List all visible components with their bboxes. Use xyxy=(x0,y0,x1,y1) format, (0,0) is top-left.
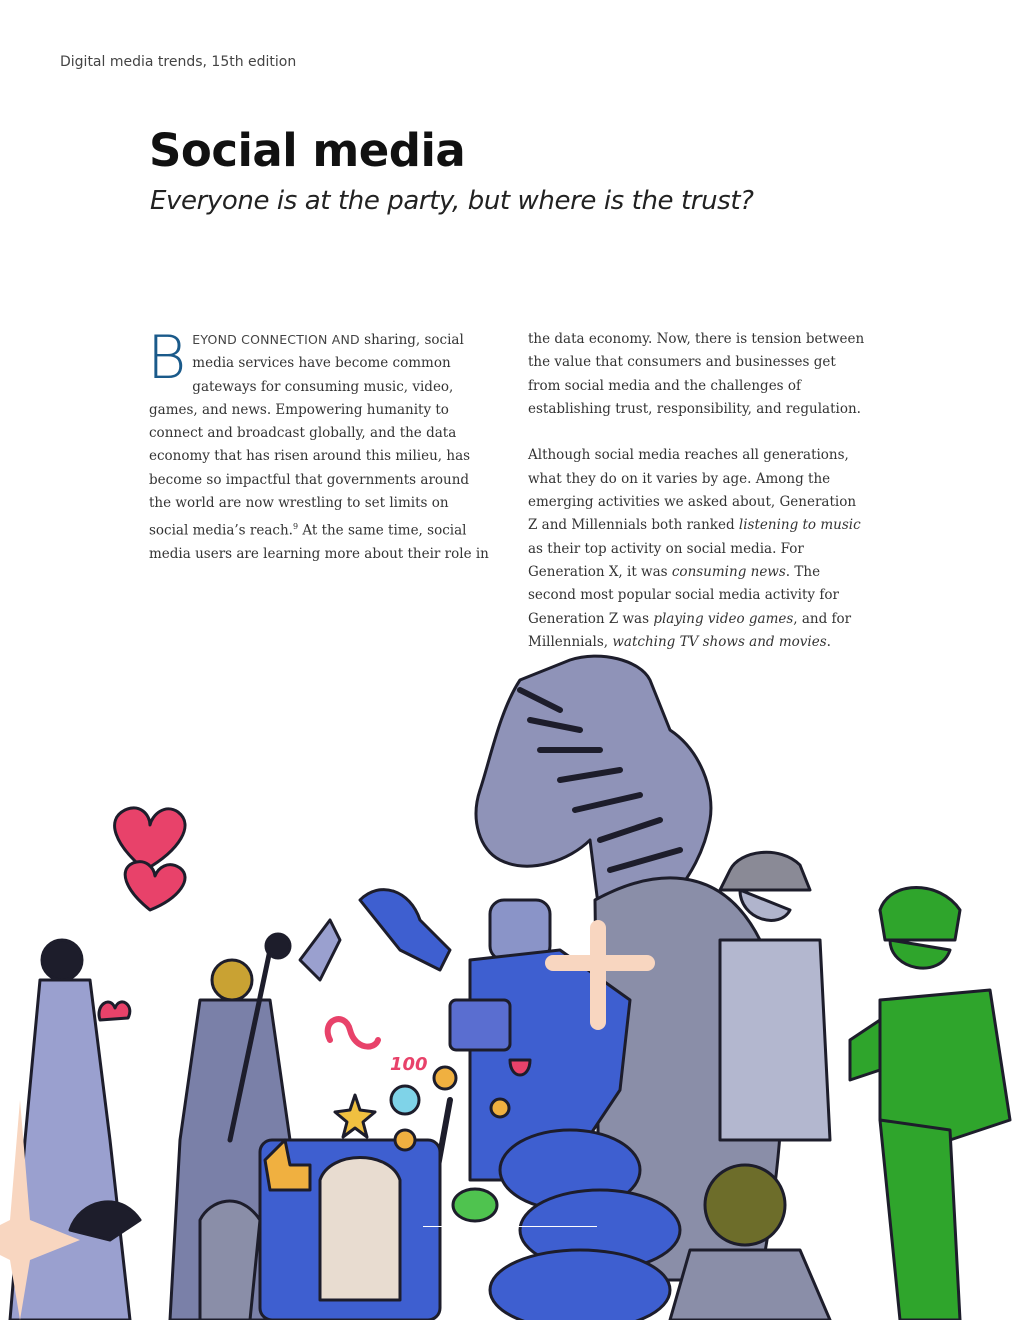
paragraph-1-text-b: At the same time, social media users are learning more about their role in xyxy=(149,522,489,563)
hat-man-figure xyxy=(720,852,830,1140)
hundred-emoji-label: 100 xyxy=(390,1054,428,1075)
emphasis-watching-tv: watching TV shows and movies xyxy=(612,633,827,650)
paragraph-1-text-a: sharing, social media services have become common gateways for consuming music, video, games, and news. Empowering humanity to connect and broadcast globally, and the data economy that has risen around this milieu, has become so impactful that governments around the world are now wrestling to set limits on social media’s reach. xyxy=(149,332,471,539)
party-illustration xyxy=(0,620,1020,1320)
page-title: Social media xyxy=(149,124,466,177)
paragraph-1 xyxy=(147,323,489,566)
paragraph-2-text-b: as their top activity on social media. For Generation X, it was xyxy=(528,540,804,580)
body-column-left xyxy=(147,323,489,566)
page-subtitle: Everyone is at the party, but where is the trust? xyxy=(150,186,754,216)
paragraph-2-text-c: . The second most popular social media activity for Generation Z was xyxy=(528,563,839,627)
paragraph-2-text-a: Although social media reaches all generations, what they do on it varies by age. Among the emerging activities we asked about, Generation Z and Millennials both ranked xyxy=(528,447,857,534)
body-column-right xyxy=(528,328,868,654)
running-header: Digital media trends, 15th edition xyxy=(60,54,297,70)
emphasis-listening-to-music: listening to music xyxy=(738,517,861,534)
lead-in: EYOND CONNECTION AND xyxy=(192,332,360,347)
paragraph-2-text-e: . xyxy=(826,633,831,650)
dropcap: B xyxy=(147,323,187,393)
paragraph-2-text-d: , and for Millennials, xyxy=(528,610,852,650)
emphasis-consuming-news: consuming news xyxy=(671,563,786,580)
page-number: 12 xyxy=(500,1248,520,1263)
page-number-rule xyxy=(423,1226,597,1227)
footnote-ref: 9 xyxy=(292,522,299,532)
emphasis-playing-video-games: playing video games xyxy=(653,610,794,627)
hearts-icon xyxy=(115,808,185,910)
paragraph-1-continued: the data economy. Now, there is tension between the value that consumers and businesses get from social media and the challenges of establishing trust, responsibility, and regulation. xyxy=(528,331,865,417)
